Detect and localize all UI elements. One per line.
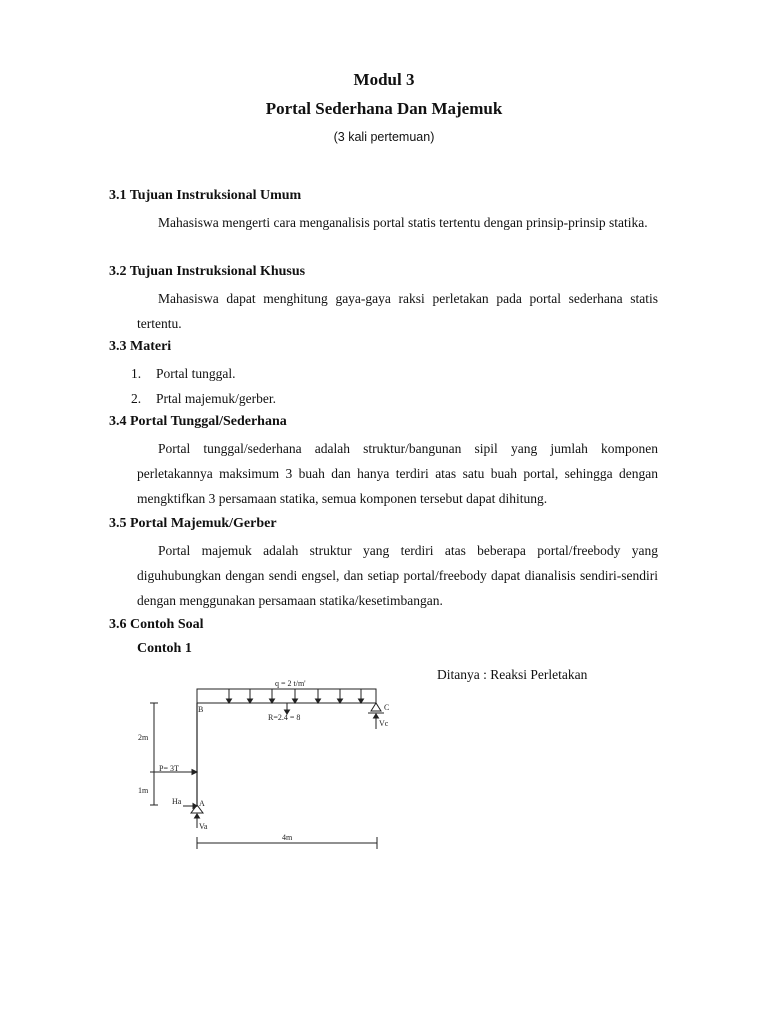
section-heading-3-6: 3.6 Contoh Soal — [109, 617, 204, 632]
example-heading: Contoh 1 — [137, 641, 192, 656]
load-label: q = 2 t/m' — [275, 679, 306, 688]
question-text: Ditanya : Reaksi Perletakan — [437, 667, 588, 682]
section-heading-3-1: 3.1 Tujuan Instruksional Umum — [109, 188, 302, 203]
list-item-number: 1. — [131, 366, 142, 381]
vertical-dimension — [150, 703, 158, 805]
section-text-3-1: Mahasiswa mengerti cara menganalisis portal statis tertentu dengan prinsip-prinsip statika. — [158, 215, 648, 230]
load-arrows — [227, 689, 364, 703]
node-a-label: A — [199, 799, 205, 808]
reaction-vc-label: Vc — [379, 719, 389, 728]
section-text-3-4: Portal tunggal/sederhana adalah struktur/bangunan sipil yang jumlah komponen perletakannya maksimum 3 buah dan hanya terdiri atas satu buah portal, sehingga dengan mengktifkan 3 persamaan statika, semua komponen tersebut dapat dihitung. — [137, 441, 658, 506]
node-b-label: B — [198, 705, 204, 714]
list-item-number: 2. — [131, 391, 142, 406]
dim-upper-label: 2m — [138, 733, 149, 742]
section-text-3-5: Portal majemuk adalah struktur yang terdiri atas beberapa portal/freebody yang diguhubungkan dengan sendi engsel, dan setiap portal/freebody dapat dianalisis sendiri-sendiri dengan menggunakan persamaan statika/kesetimbangan. — [137, 543, 658, 608]
dim-lower-label: 1m — [138, 786, 149, 795]
point-load-label: P= 3T — [159, 764, 179, 773]
section-heading-3-3: 3.3 Materi — [109, 339, 172, 354]
module-subtitle: Portal Sederhana Dan Majemuk — [265, 99, 503, 118]
reaction-va-label: Va — [199, 822, 208, 831]
module-title: Modul 3 — [353, 70, 415, 89]
dim-span-label: 4m — [282, 833, 293, 842]
section-heading-3-4: 3.4 Portal Tunggal/Sederhana — [109, 414, 287, 429]
node-c-label: C — [384, 703, 390, 712]
resultant-label: R=2.4 = 8 — [268, 713, 301, 722]
distributed-load-box — [197, 689, 376, 703]
session-note: (3 kali pertemuan) — [333, 130, 435, 144]
section-heading-3-2: 3.2 Tujuan Instruksional Khusus — [109, 264, 306, 279]
list-item-label: Prtal majemuk/gerber. — [156, 391, 276, 406]
list-item-label: Portal tunggal. — [156, 366, 236, 381]
section-heading-3-5: 3.5 Portal Majemuk/Gerber — [109, 516, 277, 531]
section-text-3-2: Mahasiswa dapat menghitung gaya-gaya raksi perletakan pada portal sederhana statis tertentu. — [137, 291, 658, 331]
reaction-ha-label: Ha — [172, 797, 182, 806]
